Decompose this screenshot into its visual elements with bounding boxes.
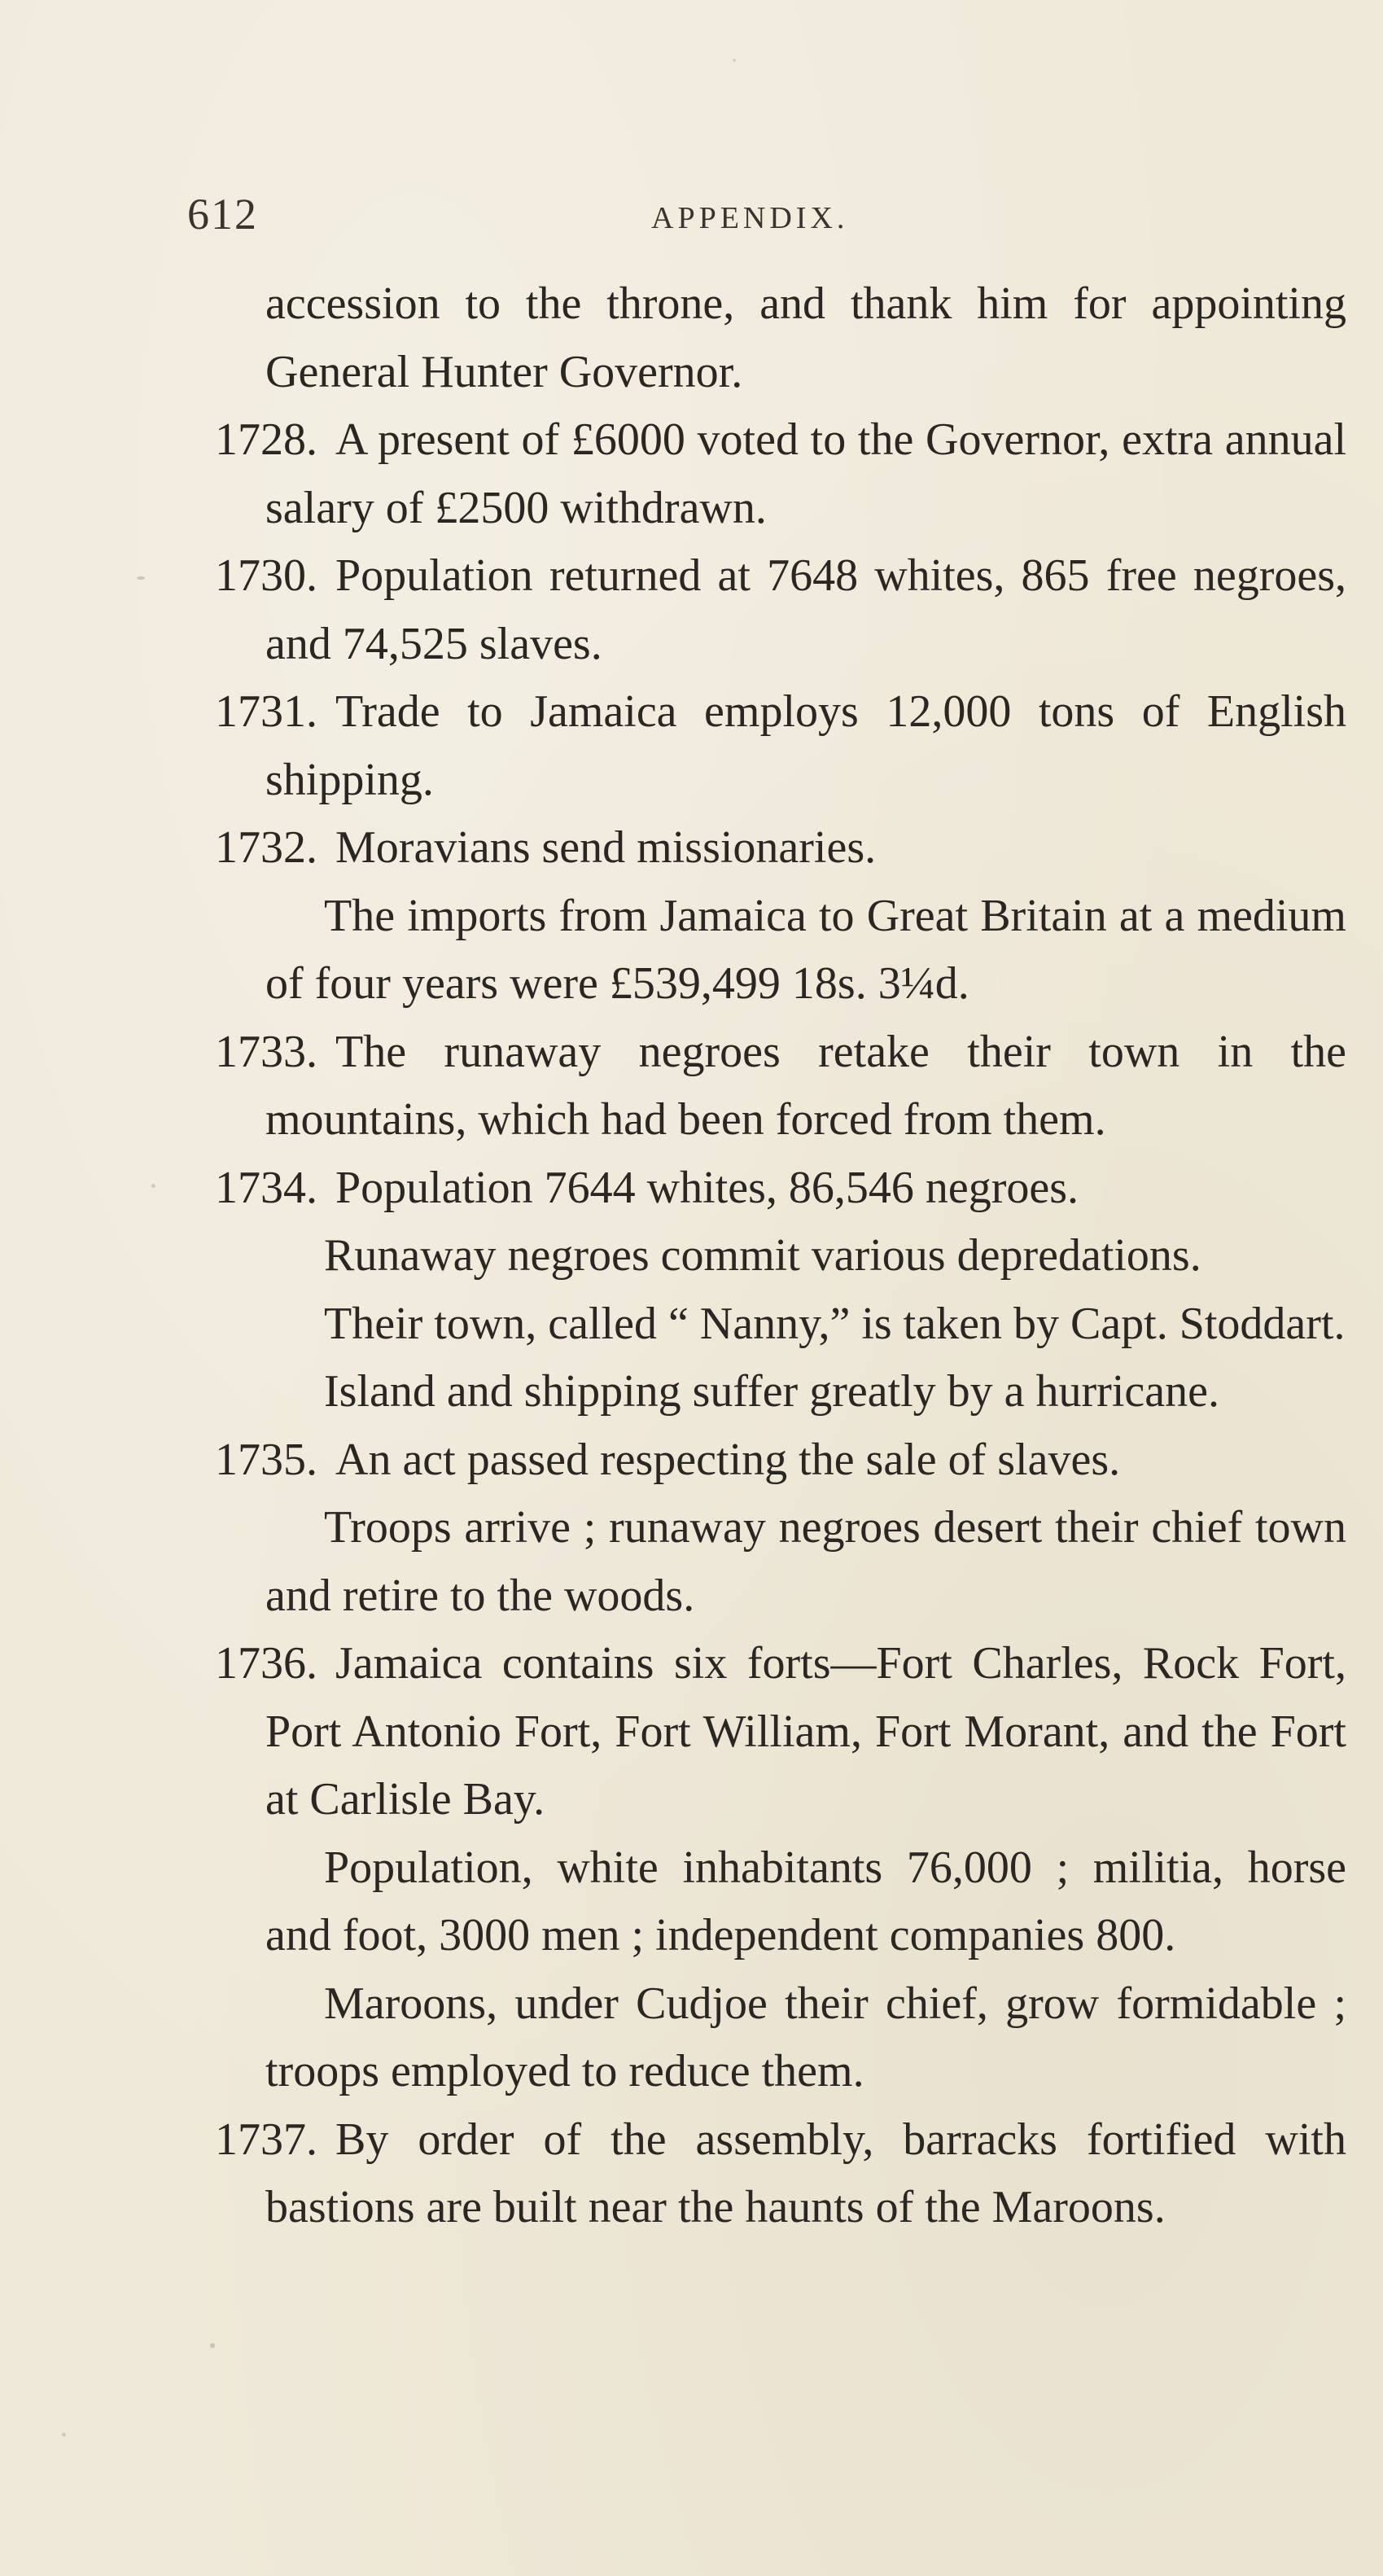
page-number: 612 (187, 190, 258, 239)
chronology-subentry (215, 1290, 1346, 1359)
chronology-subentry (215, 1834, 1346, 1970)
paper-speck (733, 59, 736, 62)
chronology-entry (215, 1630, 1346, 1834)
body-text (215, 270, 1346, 2242)
chronology-subentry (215, 1358, 1346, 1426)
chronology-entry (215, 2106, 1346, 2242)
chronology-subentry (215, 883, 1346, 1019)
entry-text: Population 7644 whites, 86,546 negroes. (335, 1162, 1079, 1213)
chronology-entry (215, 1154, 1346, 1223)
entry-year: 1730. (215, 550, 317, 601)
chronology-entry (215, 1426, 1346, 1495)
entry-text: Trade to Jamaica employs 12,000 tons of English shipping. (265, 686, 1346, 805)
chronology-subentry (215, 1970, 1346, 2106)
entry-year: 1735. (215, 1434, 317, 1485)
subentry-text: Island and shipping suffer greatly by a hurricane. (324, 1366, 1219, 1417)
entry-text: Jamaica contains six forts—Fort Charles, Rock Fort, Port Antonio Fort, Fort William, Fort Morant, and the Fort at Carlisle Bay. (265, 1638, 1346, 1825)
chronology-entry (215, 542, 1346, 678)
subentry-text: Maroons, under Cudjoe their chief, grow formidable ; troops employed to reduce them. (265, 1978, 1346, 2096)
entry-year: 1731. (215, 686, 317, 737)
paragraph-text: accession to the throne, and thank him for appointing General Hunter Governor. (265, 278, 1346, 397)
entry-text: A present of £6000 voted to the Governor, extra annual salary of £2500 withdrawn. (265, 414, 1346, 533)
entry-year: 1728. (215, 414, 317, 465)
entry-year: 1736. (215, 1638, 317, 1689)
paper-speck (210, 2343, 215, 2348)
entry-text: An act passed respecting the sale of slaves. (335, 1434, 1121, 1485)
paper-speck (62, 2433, 66, 2437)
paper-speck (151, 1184, 155, 1188)
entry-year: 1732. (215, 822, 317, 873)
chronology-subentry (215, 1494, 1346, 1630)
entry-year: 1734. (215, 1162, 317, 1213)
running-head: APPENDIX. (651, 201, 849, 235)
chronology-entry (215, 406, 1346, 542)
subentry-text: Their town, called “ Nanny,” is taken by Capt. Stoddart. (324, 1298, 1346, 1349)
chronology-entry (215, 1019, 1346, 1154)
entry-text: By order of the assembly, barracks fortified with bastions are built near the haunts of the Maroons. (265, 2114, 1346, 2232)
subentry-text: Troops arrive ; runaway negroes desert their chief town and retire to the woods. (265, 1502, 1346, 1621)
subentry-text: Population, white inhabitants 76,000 ; militia, horse and foot, 3000 men ; independent companies 800. (265, 1842, 1346, 1960)
entry-text: The runaway negroes retake their town in the mountains, which had been forced from them. (265, 1026, 1346, 1145)
paper-speck (137, 576, 145, 580)
subentry-text: Runaway negroes commit various depredations. (324, 1230, 1201, 1281)
chronology-entry (215, 814, 1346, 883)
chronology-entry (215, 678, 1346, 814)
entry-text: Moravians send missionaries. (335, 822, 877, 873)
entry-year: 1733. (215, 1026, 317, 1077)
entry-text: Population returned at 7648 whites, 865 free negroes, and 74,525 slaves. (265, 550, 1346, 669)
subentry-text: The imports from Jamaica to Great Britain at a medium of four years were £539,499 18s. 3¼d. (265, 890, 1346, 1009)
chronology-subentry (215, 1222, 1346, 1290)
entry-year: 1737. (215, 2114, 317, 2165)
paragraph-continuation (215, 270, 1346, 406)
page-header (187, 189, 1343, 254)
